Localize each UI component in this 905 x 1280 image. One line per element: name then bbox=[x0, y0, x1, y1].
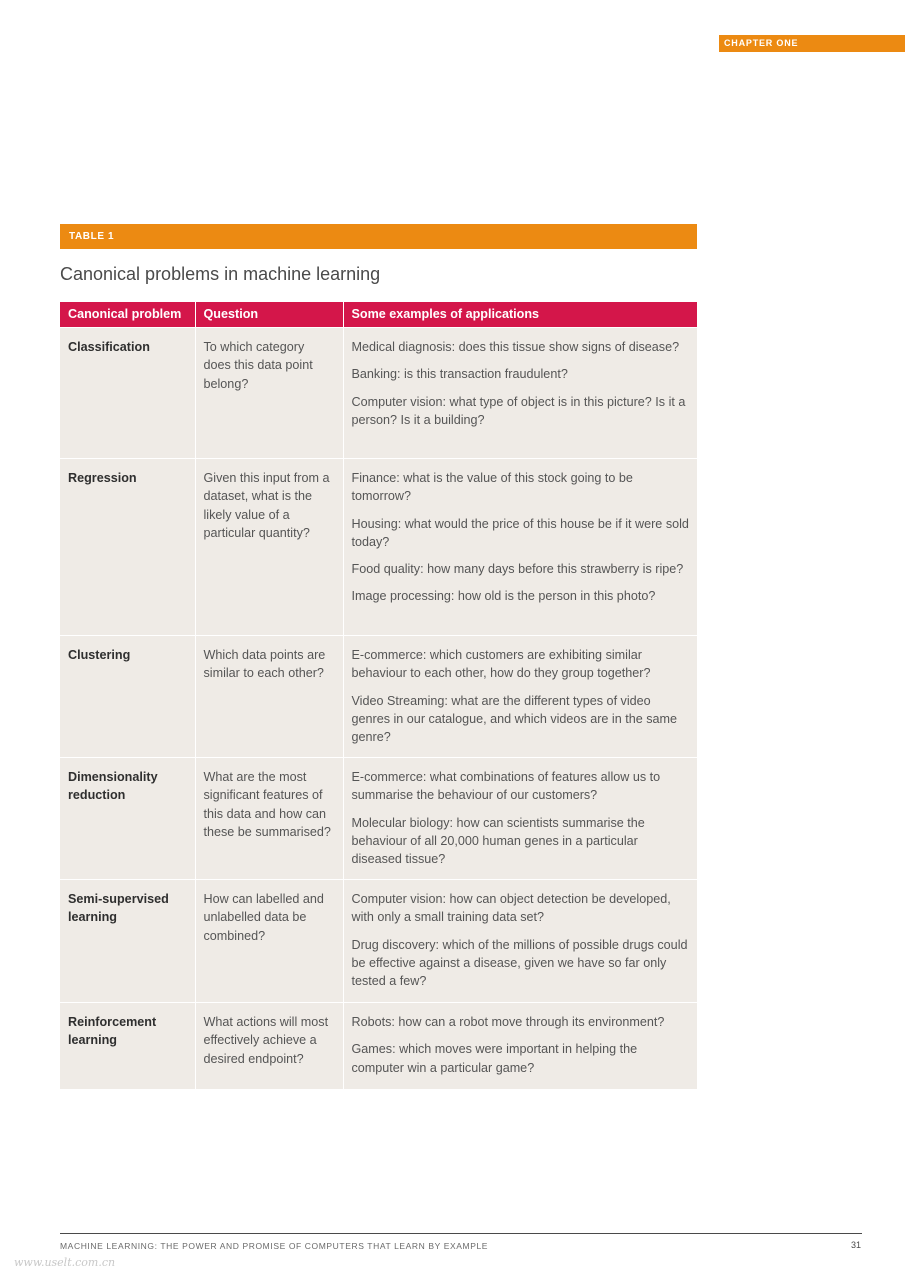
watermark: www.uselt.com.cn bbox=[14, 1256, 116, 1269]
question-cell: How can labelled and unlabelled data be combined? bbox=[195, 880, 343, 1003]
column-header-question: Question bbox=[195, 302, 343, 328]
example-item: Computer vision: how can object detection be developed, with only a small training data set? bbox=[351, 892, 671, 925]
table-caption: Canonical problems in machine learning bbox=[60, 264, 381, 284]
example-item: Computer vision: what type of object is in this picture? Is it a person? Is it a building? bbox=[351, 394, 686, 427]
question-cell: What actions will most effectively achieve a desired endpoint? bbox=[195, 1003, 343, 1089]
example-item: Food quality: how many days before this strawberry is ripe? bbox=[351, 562, 684, 577]
question-cell: Which data points are similar to each other? bbox=[195, 636, 343, 758]
table-row bbox=[60, 459, 697, 636]
table-label: TABLE 1 bbox=[60, 224, 697, 249]
footer-divider bbox=[60, 1233, 862, 1234]
table-row bbox=[60, 328, 697, 459]
table-row bbox=[60, 636, 697, 758]
problem-cell: Clustering bbox=[60, 636, 195, 758]
examples-cell bbox=[343, 880, 697, 1003]
examples-cell bbox=[343, 1003, 697, 1089]
column-header-examples: Some examples of applications bbox=[343, 302, 697, 328]
question-cell: Given this input from a dataset, what is the likely value of a particular quantity? bbox=[195, 459, 343, 636]
column-header-problem: Canonical problem bbox=[60, 302, 195, 328]
example-item: Drug discovery: which of the millions of possible drugs could be effective against a disease, given we have so far only tested a few? bbox=[351, 937, 688, 989]
example-item: Image processing: how old is the person in this photo? bbox=[351, 589, 656, 604]
examples-cell bbox=[343, 758, 697, 880]
question-cell: To which category does this data point belong? bbox=[195, 328, 343, 459]
problem-cell: Dimensionality reduction bbox=[60, 758, 195, 880]
example-item: Housing: what would the price of this house be if it were sold today? bbox=[351, 516, 689, 549]
canonical-problems-table bbox=[60, 302, 697, 1089]
example-item: Finance: what is the value of this stock going to be tomorrow? bbox=[351, 471, 633, 504]
problem-cell: Classification bbox=[60, 328, 195, 459]
problem-cell: Regression bbox=[60, 459, 195, 636]
example-item: Video Streaming: what are the different types of video genres in our catalogue, and which videos are in the same genre? bbox=[351, 693, 678, 745]
table-row bbox=[60, 880, 697, 1003]
page-number: 31 bbox=[851, 1240, 862, 1250]
chapter-tag: CHAPTER ONE bbox=[719, 35, 905, 52]
example-item: E-commerce: which customers are exhibiting similar behaviour to each other, how do they group together? bbox=[351, 648, 651, 681]
footer-title: MACHINE LEARNING: THE POWER AND PROMISE OF COMPUTERS THAT LEARN BY EXAMPLE bbox=[60, 1241, 489, 1251]
example-item: E-commerce: what combinations of features allow us to summarise the behaviour of our customers? bbox=[351, 770, 661, 803]
examples-cell bbox=[343, 328, 697, 459]
examples-cell bbox=[343, 459, 697, 636]
table-row bbox=[60, 758, 697, 880]
example-item: Banking: is this transaction fraudulent? bbox=[351, 367, 568, 382]
question-cell: What are the most significant features of this data and how can these be summarised? bbox=[195, 758, 343, 880]
problem-cell: Reinforcement learning bbox=[60, 1003, 195, 1089]
examples-cell bbox=[343, 636, 697, 758]
example-item: Robots: how can a robot move through its environment? bbox=[351, 1015, 665, 1029]
problem-cell: Semi-supervised learning bbox=[60, 880, 195, 1003]
example-item: Medical diagnosis: does this tissue show signs of disease? bbox=[351, 340, 680, 354]
example-item: Molecular biology: how can scientists summarise the behaviour of all 20,000 human genes in a particular diseased tissue? bbox=[351, 815, 645, 867]
table-header-row bbox=[60, 302, 697, 328]
example-item: Games: which moves were important in helping the computer win a particular game? bbox=[351, 1042, 638, 1075]
table-row bbox=[60, 1003, 697, 1089]
